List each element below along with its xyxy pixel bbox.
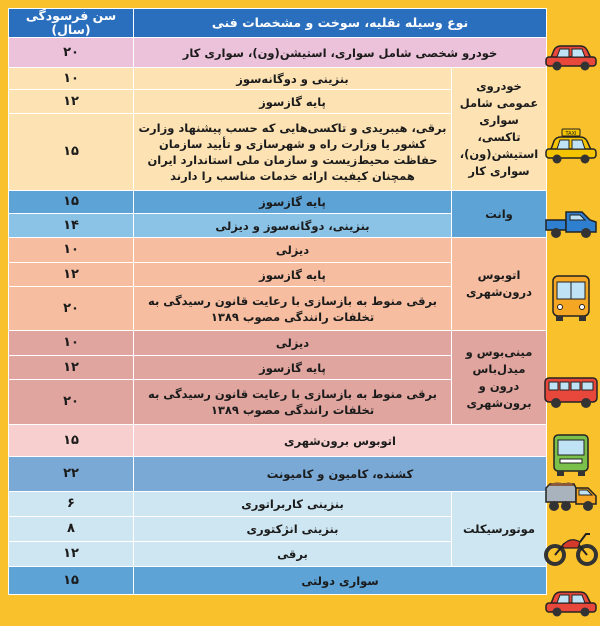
age-cell: ۱۴	[9, 214, 134, 238]
dump-truck-icon	[542, 478, 600, 520]
desc-cell: پایه گازسوز	[134, 356, 452, 380]
intercity-bus-icon	[542, 432, 600, 482]
table-header	[9, 9, 547, 38]
desc-cell: سواری دولتی	[134, 567, 547, 595]
age-cell: ۱۲	[9, 263, 134, 287]
table-row	[9, 38, 547, 68]
category-cell: مینی‌بوس و میدل‌باس درون و برون‌شهری	[452, 331, 547, 425]
table-row	[9, 457, 547, 492]
desc-cell: برقی	[134, 542, 452, 567]
age-cell: ۱۵	[9, 191, 134, 214]
age-cell: ۱۰	[9, 238, 134, 263]
desc-cell: بنزینی، دوگانه‌سوز و دیزلی	[134, 214, 452, 238]
desc-cell: برقی منوط به بازسازی با رعایت قانون رسیدگی به تخلفات رانندگی مصوب ۱۳۸۹	[134, 287, 452, 331]
desc-cell: پایه گازسوز	[134, 191, 452, 214]
age-cell: ۲۲	[9, 457, 134, 492]
age-cell: ۱۲	[9, 356, 134, 380]
desc-cell: بنزینی کاربراتوری	[134, 492, 452, 517]
category-cell: اتوبوس درون‌شهری	[452, 238, 547, 331]
motorcycle-icon	[542, 528, 600, 572]
age-column-header: سن فرسودگی (سال)	[9, 9, 134, 38]
age-cell: ۲۰	[9, 380, 134, 425]
pickup-truck-icon	[542, 206, 600, 246]
table-row	[9, 238, 547, 263]
city-bus-icon	[542, 272, 600, 328]
table-row	[9, 331, 547, 356]
category-cell: وانت	[452, 191, 547, 238]
desc-cell: خودرو شخصی شامل سواری، استیشن(ون)، سواری کار	[134, 38, 547, 68]
vehicle-icons-column	[542, 0, 600, 626]
desc-cell: بنزینی انژکتوری	[134, 517, 452, 542]
age-cell: ۱۰	[9, 68, 134, 90]
age-cell: ۲۰	[9, 38, 134, 68]
age-cell: ۱۵	[9, 567, 134, 595]
table-row	[9, 191, 547, 214]
vehicle-age-table	[8, 8, 546, 595]
age-cell: ۶	[9, 492, 134, 517]
desc-cell: کشنده، کامیون و کامیونت	[134, 457, 547, 492]
age-cell: ۲۰	[9, 287, 134, 331]
table-row	[9, 68, 547, 90]
age-cell: ۱۵	[9, 114, 134, 191]
age-cell: ۸	[9, 517, 134, 542]
taxi-icon	[542, 126, 600, 170]
table-row	[9, 492, 547, 517]
age-cell: ۱۰	[9, 331, 134, 356]
type-column-header: نوع وسیله نقلیه، سوخت و مشخصات فنی	[134, 9, 547, 38]
age-cell: ۱۵	[9, 425, 134, 457]
table-row	[9, 567, 547, 595]
category-cell: موتورسیکلت	[452, 492, 547, 567]
age-cell: ۱۲	[9, 90, 134, 114]
svg-text:TAXI: TAXI	[565, 131, 577, 137]
minibus-icon	[542, 372, 600, 416]
table-row	[9, 425, 547, 457]
desc-cell: برقی، هیبریدی و تاکسی‌هایی که حسب پیشنهاد وزارت کشور یا وزارت راه و شهرسازی و تأیید سازمان حفاظت محیط‌زیست و سازمان ملی استاندارد ایران همچنان کیفیت ارائه خدمات مناسب را دارند	[134, 114, 452, 191]
category-cell: خودروی عمومی شامل سواری تاکسی، استیشن(ون)، سواری کار	[452, 68, 547, 191]
age-cell: ۱۲	[9, 542, 134, 567]
desc-cell: پایه گازسوز	[134, 90, 452, 114]
government-car-icon	[542, 584, 600, 624]
desc-cell: پایه گازسوز	[134, 263, 452, 287]
desc-cell: دیزلی	[134, 238, 452, 263]
desc-cell: اتوبوس برون‌شهری	[134, 425, 547, 457]
desc-cell: برقی منوط به بازسازی با رعایت قانون رسیدگی به تخلفات رانندگی مصوب ۱۳۸۹	[134, 380, 452, 425]
desc-cell: بنزینی و دوگانه‌سوز	[134, 68, 452, 90]
desc-cell: دیزلی	[134, 331, 452, 356]
private-car-icon	[542, 38, 600, 76]
